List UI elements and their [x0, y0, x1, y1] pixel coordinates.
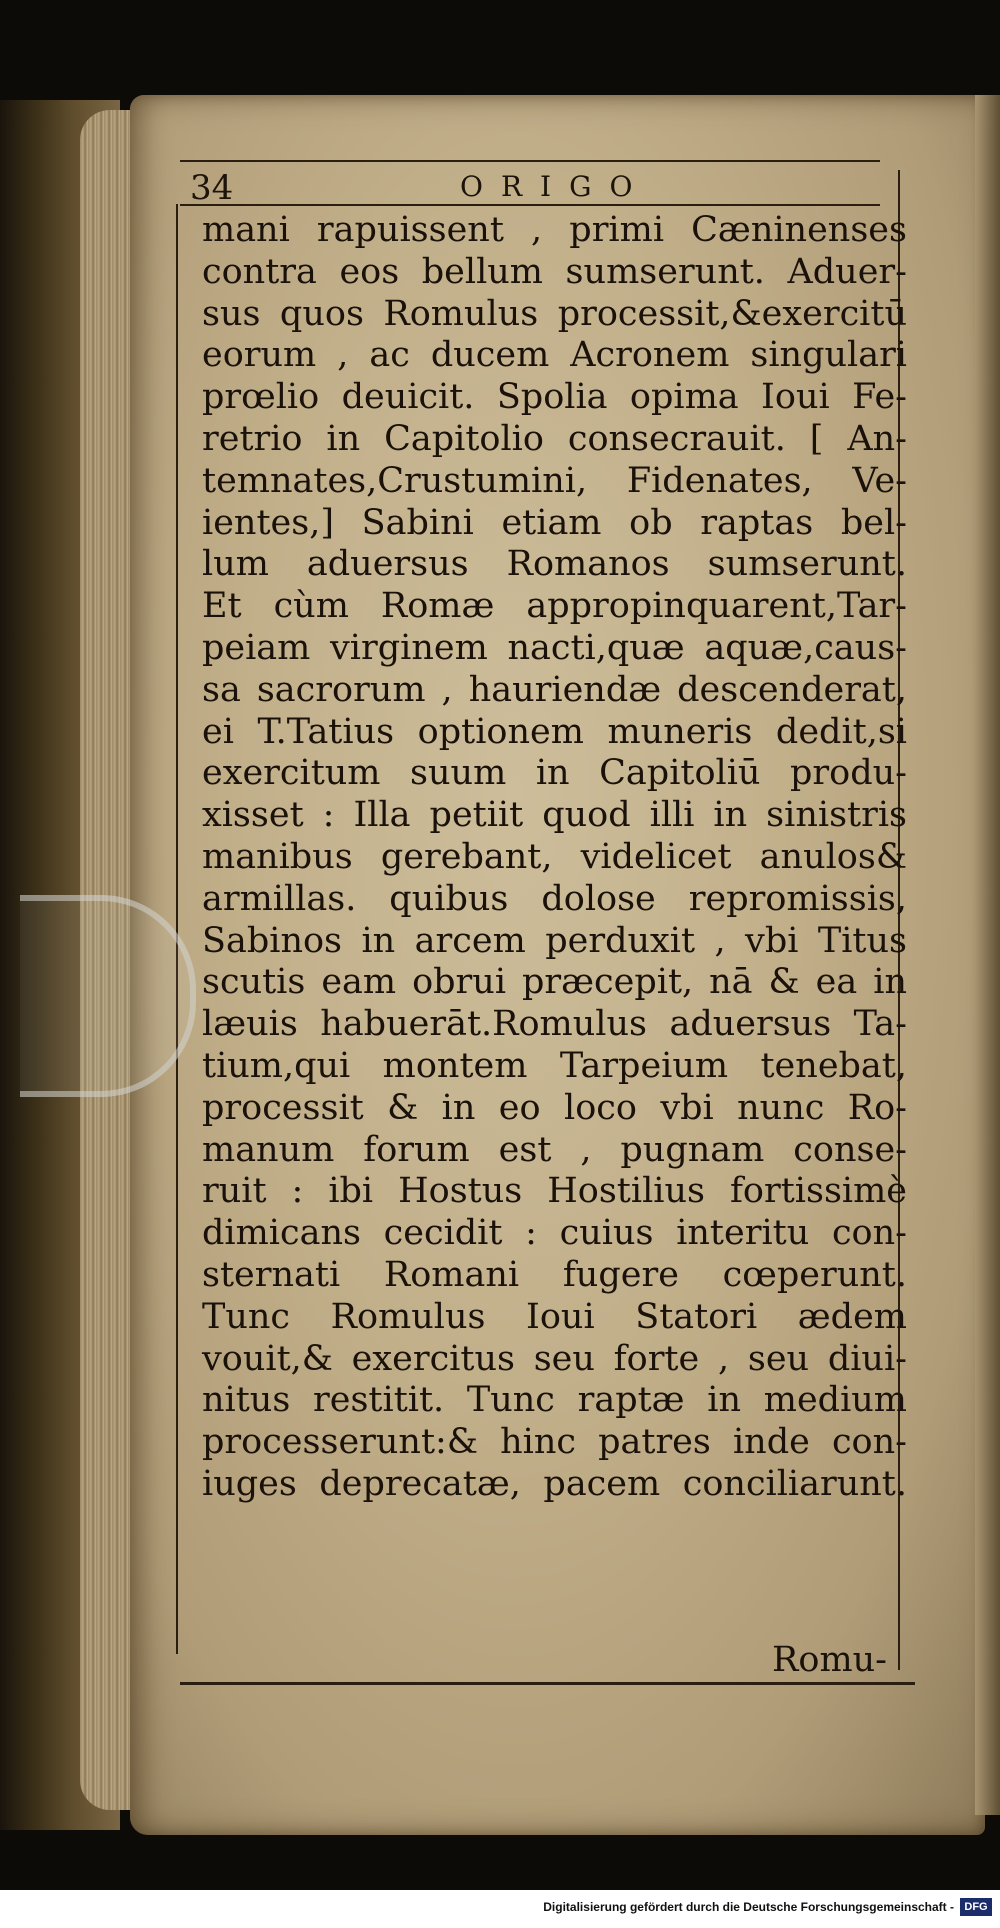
page-clip: [20, 895, 196, 1097]
right-page-edge: [975, 95, 1000, 1815]
funding-credit: Digitalisierung gefördert durch die Deutsche Forschungsgemeinschaft -: [543, 1900, 954, 1914]
text-line: iuges deprecatæ, pacem conciliarunt.: [202, 1463, 907, 1504]
body-text: [202, 210, 907, 1506]
header-rule-bottom: [180, 204, 880, 206]
frame-rule-left: [176, 204, 178, 1654]
text-line: sus quos Romulus processit,&exercitū: [202, 293, 907, 334]
dfg-logo-icon: DFG: [960, 1898, 992, 1916]
text-line: armillas. quibus dolose repromissis,: [202, 878, 907, 919]
text-block: [180, 160, 905, 1690]
text-line: læuis habuerāt.Romulus aduersus Ta-: [202, 1004, 907, 1045]
text-line: temnates,Crustumini, Fidenates, Ve-: [202, 460, 907, 501]
text-line: sternati Romani fugere cœperunt.: [202, 1254, 907, 1295]
text-line: ientes,] Sabini etiam ob raptas bel-: [202, 502, 907, 543]
header-rule-top: [180, 160, 880, 162]
text-line: xisset : Illa petiit quod illi in sinistris: [202, 795, 907, 836]
footer-bar: [0, 1890, 1000, 1928]
text-line: mani rapuissent , primi Cæninenses: [202, 210, 907, 250]
text-line: prœlio deuicit. Spolia opima Ioui Fe-: [202, 377, 907, 418]
page-number: 34: [190, 168, 234, 208]
text-line: processit & in eo loco vbi nunc Ro-: [202, 1087, 907, 1128]
text-line: ei T.Tatius optionem muneris dedit,si: [202, 711, 907, 752]
text-line: tium,qui montem Tarpeium tenebat,: [202, 1045, 907, 1086]
text-line: manum forum est , pugnam conse-: [202, 1129, 907, 1170]
frame-rule-bottom: [180, 1682, 915, 1685]
catchword: Romu-: [772, 1640, 887, 1680]
text-line: eorum , ac ducem Acronem singulari: [202, 335, 907, 376]
running-head: ORIGO: [460, 170, 651, 203]
text-line: lum aduersus Romanos sumserunt.: [202, 544, 907, 585]
text-line: manibus gerebant, videlicet anulos&: [202, 836, 907, 877]
text-line: vouit,& exercitus seu forte , seu diui-: [202, 1338, 907, 1379]
text-line: nitus restitit. Tunc raptæ in medium: [202, 1380, 907, 1421]
text-line: processerunt:& hinc patres inde con-: [202, 1422, 907, 1463]
text-line: Tunc Romulus Ioui Statori ædem: [202, 1296, 907, 1337]
text-line: sa sacrorum , hauriendæ descenderat,: [202, 669, 907, 710]
text-line: contra eos bellum sumserunt. Aduer-: [202, 251, 907, 292]
text-line: exercitum suum in Capitoliū produ-: [202, 753, 907, 794]
text-line: peiam virginem nacti,quæ aquæ,caus-: [202, 627, 907, 668]
text-line: Sabinos in arcem perduxit , vbi Titus: [202, 920, 907, 961]
text-line: retrio in Capitolio consecrauit. [ An-: [202, 418, 907, 459]
text-line: dimicans cecidit : cuius interitu con-: [202, 1213, 907, 1254]
text-line: scutis eam obrui præcepit, nā & ea in: [202, 962, 907, 1003]
text-line: Et cùm Romæ appropinquarent,Tar-: [202, 586, 907, 627]
text-line: ruit : ibi Hostus Hostilius fortissimè: [202, 1171, 907, 1212]
